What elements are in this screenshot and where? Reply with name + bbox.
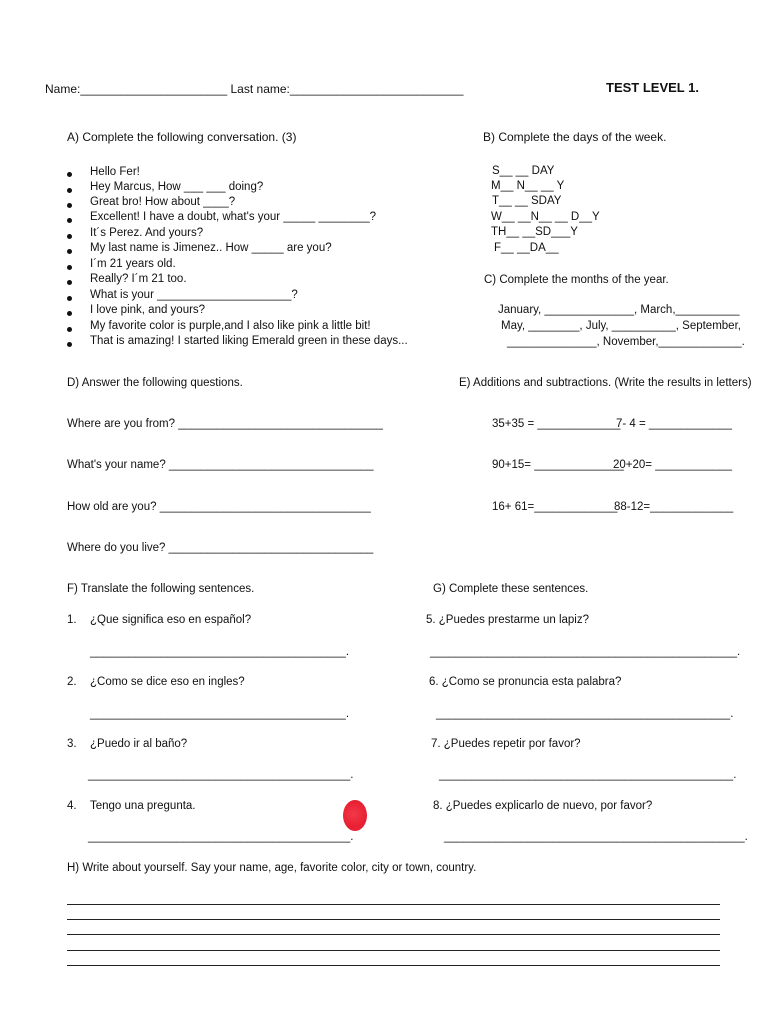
- test-title: TEST LEVEL 1.: [606, 80, 699, 95]
- day-blank[interactable]: T__ __ SDAY: [492, 195, 562, 207]
- complete-sentence: 8. ¿Puedes explicarlo de nuevo, por favor?: [433, 800, 653, 812]
- bullet-icon: [67, 172, 72, 177]
- math-problem[interactable]: 7- 4 = _____________: [616, 418, 733, 430]
- question-line[interactable]: How old are you? _________________________________: [67, 501, 371, 513]
- bullet-icon: [67, 203, 72, 208]
- item-number: 4.: [67, 800, 77, 812]
- translate-sentence: Tengo una pregunta.: [90, 800, 196, 812]
- section-f-heading: F) Translate the following sentences.: [67, 583, 255, 595]
- math-problem[interactable]: 16+ 61=_____________: [492, 501, 618, 513]
- question-line[interactable]: Where do you live? ________________________________: [67, 542, 374, 554]
- item-number: 1.: [67, 614, 77, 626]
- bullet-icon: [67, 249, 72, 254]
- section-c-heading: C) Complete the months of the year.: [484, 274, 669, 286]
- item-number: 3.: [67, 738, 77, 750]
- conversation-line: Hello Fer!: [90, 166, 140, 178]
- conversation-line[interactable]: Great bro! How about ____?: [90, 196, 236, 208]
- conversation-line: It´s Perez. And yours?: [90, 227, 204, 239]
- conversation-line: My favorite color is purple,and I also like pink a little bit!: [90, 320, 371, 332]
- conversation-line: I love pink, and yours?: [90, 304, 206, 316]
- months-line[interactable]: ______________, November,_____________.: [507, 336, 745, 348]
- item-number: 2.: [67, 676, 77, 688]
- answer-blank[interactable]: ________________________________________________.: [430, 646, 741, 658]
- name-field[interactable]: Name:______________________ Last name:__________________________: [45, 82, 464, 96]
- red-ink-mark: [343, 800, 367, 831]
- conversation-line[interactable]: Hey Marcus, How ___ ___ doing?: [90, 181, 264, 193]
- answer-blank[interactable]: ______________________________________________.: [439, 769, 737, 781]
- section-g-heading: G) Complete these sentences.: [433, 583, 589, 595]
- translate-sentence: ¿Puedo ir al baño?: [90, 738, 188, 750]
- day-blank[interactable]: W__ __N__ __ D__Y: [491, 211, 600, 223]
- section-e-heading: E) Additions and subtractions. (Write the results in letters): [459, 377, 752, 389]
- complete-sentence: 7. ¿Puedes repetir por favor?: [431, 738, 581, 750]
- bullet-icon: [67, 296, 72, 301]
- conversation-line: I´m 21 years old.: [90, 258, 176, 270]
- answer-blank[interactable]: ________________________________________.: [90, 646, 350, 658]
- answer-blank[interactable]: ______________________________________________.: [436, 708, 734, 720]
- answer-blank[interactable]: _______________________________________________.: [444, 831, 748, 843]
- writing-line[interactable]: [67, 934, 720, 935]
- math-problem[interactable]: 20+20= ____________: [613, 459, 732, 471]
- conversation-line[interactable]: Excellent! I have a doubt, what's your _____ ________?: [90, 211, 377, 223]
- translate-sentence: ¿Como se dice eso en ingles?: [90, 676, 245, 688]
- months-line[interactable]: January, ______________, March,__________: [498, 304, 740, 316]
- day-blank[interactable]: S__ __ DAY: [492, 165, 555, 177]
- complete-sentence: 6. ¿Como se pronuncia esta palabra?: [429, 676, 622, 688]
- bullet-icon: [67, 280, 72, 285]
- writing-line[interactable]: [67, 919, 720, 920]
- bullet-icon: [67, 218, 72, 223]
- bullet-icon: [67, 234, 72, 239]
- bullet-icon: [67, 342, 72, 347]
- conversation-line[interactable]: What is your _____________________?: [90, 289, 298, 301]
- question-line[interactable]: What's your name? ________________________________: [67, 459, 374, 471]
- complete-sentence: 5. ¿Puedes prestarme un lapiz?: [426, 614, 590, 626]
- section-h-heading: H) Write about yourself. Say your name, age, favorite color, city or town, country.: [67, 862, 477, 874]
- bullet-icon: [67, 311, 72, 316]
- section-d-heading: D) Answer the following questions.: [67, 377, 243, 389]
- section-a-heading: A) Complete the following conversation. (3): [67, 130, 297, 144]
- months-line[interactable]: May, ________, July, __________, September,: [501, 320, 741, 332]
- day-blank[interactable]: TH__ __SD___Y: [491, 226, 578, 238]
- conversation-line: That is amazing! I started liking Emerald green in these days...: [90, 335, 408, 347]
- answer-blank[interactable]: ________________________________________.: [90, 708, 350, 720]
- translate-sentence: ¿Que significa eso en español?: [90, 614, 252, 626]
- answer-blank[interactable]: _________________________________________.: [88, 769, 354, 781]
- section-b-heading: B) Complete the days of the week.: [483, 130, 667, 144]
- math-problem[interactable]: 90+15= ______________: [492, 459, 624, 471]
- math-problem[interactable]: 88-12=_____________: [614, 501, 734, 513]
- writing-line[interactable]: [67, 904, 720, 905]
- question-line[interactable]: Where are you from? ________________________________: [67, 418, 383, 430]
- writing-line[interactable]: [67, 965, 720, 966]
- bullet-icon: [67, 265, 72, 270]
- writing-line[interactable]: [67, 950, 720, 951]
- answer-blank[interactable]: _________________________________________.: [88, 831, 354, 843]
- math-problem[interactable]: 35+35 = _____________: [492, 418, 621, 430]
- day-blank[interactable]: M__ N__ __ Y: [491, 180, 565, 192]
- bullet-icon: [67, 188, 72, 193]
- bullet-icon: [67, 327, 72, 332]
- conversation-line[interactable]: My last name is Jimenez.. How _____ are you?: [90, 242, 332, 254]
- day-blank[interactable]: F__ __DA__: [494, 242, 559, 254]
- conversation-line: Really? I´m 21 too.: [90, 273, 187, 285]
